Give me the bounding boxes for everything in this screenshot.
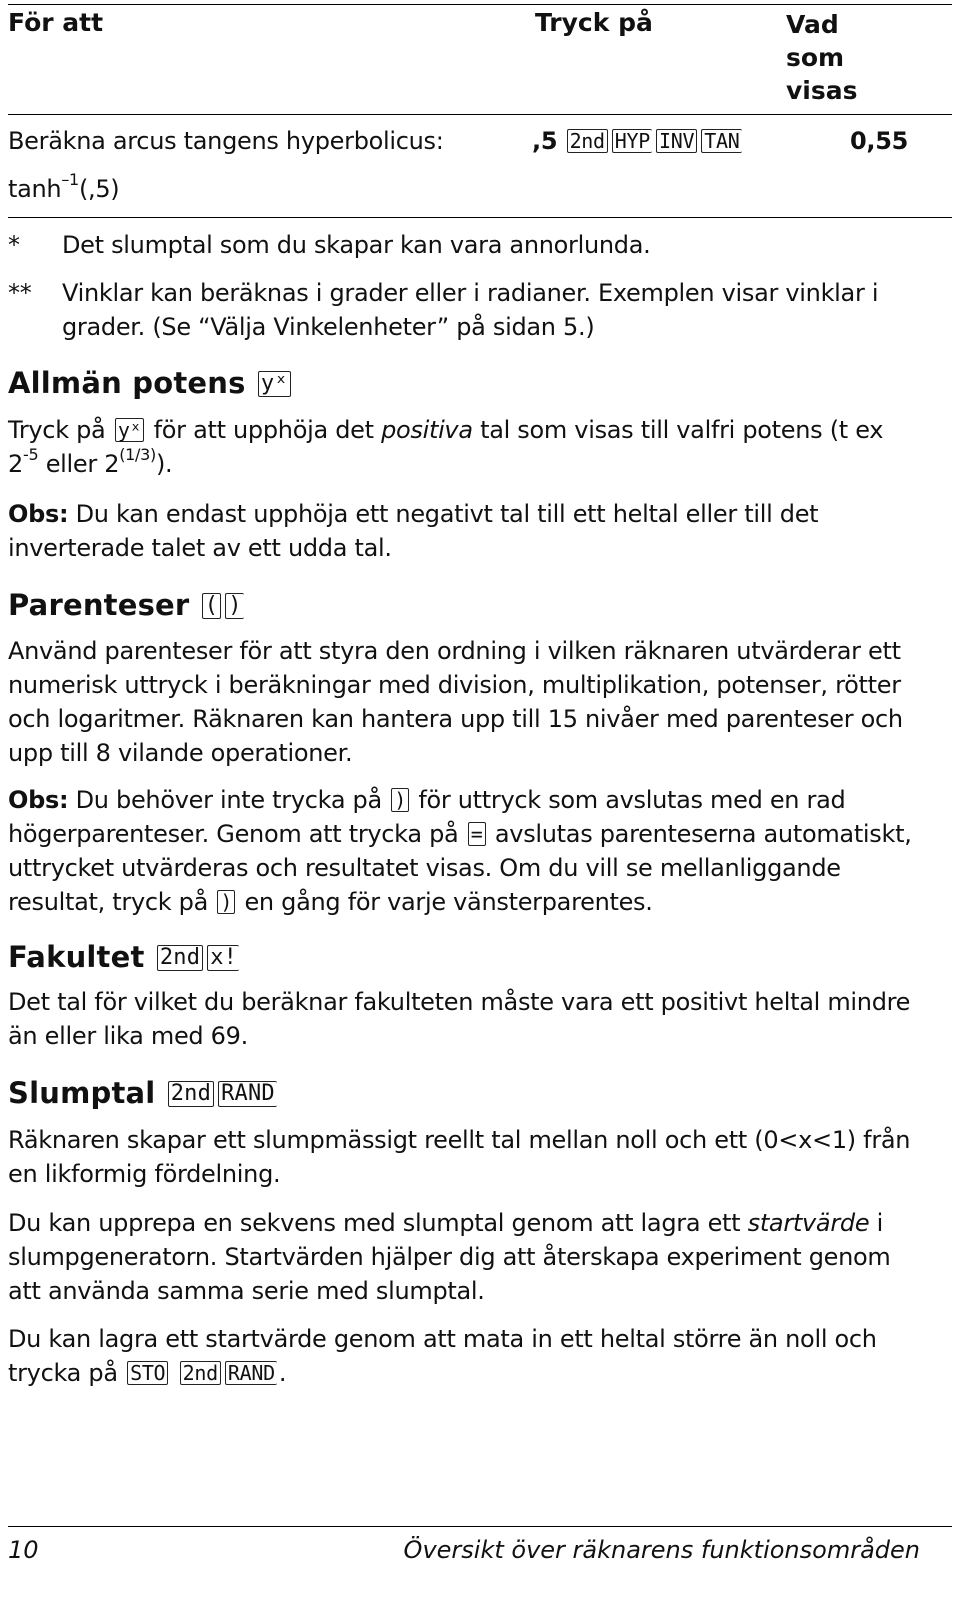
table-bottom-rule <box>8 217 952 218</box>
random-text2-part1: Du kan upprepa en sekvens med slumptal genom att lagra ett <box>8 1209 741 1237</box>
power-obs-text: Du kan endast upphöja ett negativt tal till ett heltal eller till det inverterade talet av ett udda tal. <box>8 500 819 562</box>
section-parens-title: Parenteser <box>8 588 190 622</box>
power-text-a: Tryck på <box>8 416 106 444</box>
section-power-title: Allmän potens <box>8 366 246 400</box>
power-text-c: tal som visas till valfri potens (t ex <box>480 416 884 444</box>
section-power-heading <box>8 366 293 400</box>
key-open-paren: ( <box>202 593 221 619</box>
tanh-superscript: –1 <box>61 170 79 189</box>
power-example-end: ). <box>155 450 173 478</box>
table-header-col3 <box>786 8 858 107</box>
footer-page-number: 10 <box>8 1536 39 1564</box>
key-inv: INV <box>656 129 697 153</box>
footnote-star2-mark: ** <box>8 279 32 307</box>
footnote-star2-text: Vinklar kan beräknas i grader eller i radianer. Exemplen visar vinklar i grader. (Se “Välja Vinkelenheter” på sidan 5.) <box>62 279 879 341</box>
random-text2-italic: startvärde <box>747 1209 870 1237</box>
footer-chapter-title: Översikt över räknarens funktionsområden <box>403 1536 920 1564</box>
section-random-text3 <box>8 1322 928 1390</box>
key-2nd: 2nd <box>567 129 608 153</box>
random-text3-part1: Du kan lagra ett startvärde genom att mata in ett heltal större än noll och trycka på <box>8 1325 877 1387</box>
key-2nd-random: 2nd <box>168 1081 214 1107</box>
section-power-text <box>8 413 928 481</box>
table-header-rule <box>8 114 952 115</box>
section-random-text2 <box>8 1206 928 1308</box>
key-close-paren: ) <box>225 593 243 619</box>
section-parens-heading <box>8 588 246 622</box>
keys-prefix: ,5 <box>532 127 558 155</box>
section-parens-text: Använd parenteser för att styra den ordning i vilken räknaren utvärderar ett numerisk uttryck i beräkningar med division, multiplikation, potenser, rötter och logaritmer. Räknaren kan hantera upp till 15 nivåer med parenteser och upp till 8 vilande operationer. <box>8 637 903 767</box>
parens-obs-part3: avslutas parenteserna automatiskt, uttrycket utvärderas och resultatet visas. Om du vill se mellanliggande resultat, tryck på <box>8 820 912 916</box>
key-power-inline: yˣ <box>115 418 144 442</box>
power-text-b: för att upphöja det <box>153 416 374 444</box>
key-tan: TAN <box>701 129 741 153</box>
header-col3-line2: som <box>786 43 845 72</box>
random-text3-end: . <box>278 1359 287 1387</box>
parens-obs-part4: en gång för varje vänsterparentes. <box>244 888 653 916</box>
footnote-star1-mark: * <box>8 231 20 259</box>
key-power: yˣ <box>258 371 291 397</box>
section-parens-note <box>8 783 928 919</box>
power-example1-exponent: -5 <box>22 445 39 464</box>
random-text2-part2: i slumpgeneratorn. Startvärden hjälper dig att återskapa experiment genom att använda samma serie med slumptal. <box>8 1209 891 1305</box>
power-obs-label: Obs: <box>8 500 69 528</box>
key-close-paren-inline-1: ) <box>391 788 409 812</box>
tanh-argument: (,5) <box>78 175 120 203</box>
power-example-mid: eller 2 <box>45 450 120 478</box>
table-header-col2: Tryck på <box>535 8 653 37</box>
footer-rule <box>8 1526 952 1527</box>
section-random-heading <box>8 1076 279 1110</box>
key-rand: RAND <box>218 1081 277 1107</box>
power-example1-base: 2 <box>8 450 23 478</box>
section-factorial-heading <box>8 940 241 974</box>
table-row-result: 0,55 <box>850 127 909 155</box>
section-factorial-text: Det tal för vilket du beräknar fakulteten måste vara ett positivt heltal mindre än eller lika med 69. <box>8 988 911 1050</box>
table-row-desc-line2 <box>8 172 119 206</box>
section-factorial-title: Fakultet <box>8 940 145 974</box>
section-power-note <box>8 497 928 565</box>
power-example2-exponent: (1/3) <box>119 445 156 464</box>
key-rand-inline: RAND <box>225 1361 277 1385</box>
footnote-star1-text: Det slumptal som du skapar kan vara annorlunda. <box>62 231 651 259</box>
table-top-rule <box>8 4 952 5</box>
key-equals-inline: = <box>468 822 486 846</box>
key-hyp: HYP <box>612 129 652 153</box>
header-col3-line1: Vad <box>786 10 839 39</box>
parens-obs-label: Obs: <box>8 786 69 814</box>
key-sto: STO <box>127 1361 168 1385</box>
power-text-italic: positiva <box>381 416 473 444</box>
header-col3-line3: visas <box>786 76 858 105</box>
section-random-title: Slumptal <box>8 1076 156 1110</box>
section-random-text1: Räknaren skapar ett slumpmässigt reellt tal mellan noll och ett (0<x<1) från en likformig fördelning. <box>8 1126 911 1188</box>
table-row-desc-line1: Beräkna arcus tangens hyperbolicus: <box>8 127 444 155</box>
table-header-col1: För att <box>8 8 104 37</box>
table-row-keys <box>532 124 744 158</box>
parens-obs-part1: Du behöver inte trycka på <box>75 786 382 814</box>
key-factorial: x! <box>207 945 239 971</box>
key-2nd-factorial: 2nd <box>157 945 203 971</box>
tanh-label: tanh <box>8 175 62 203</box>
key-close-paren-inline-2: ) <box>217 890 235 914</box>
key-2nd-sto: 2nd <box>180 1361 221 1385</box>
parens-obs-part2: för uttryck som avslutas med en rad högerparenteser. Genom att trycka på <box>8 786 846 848</box>
